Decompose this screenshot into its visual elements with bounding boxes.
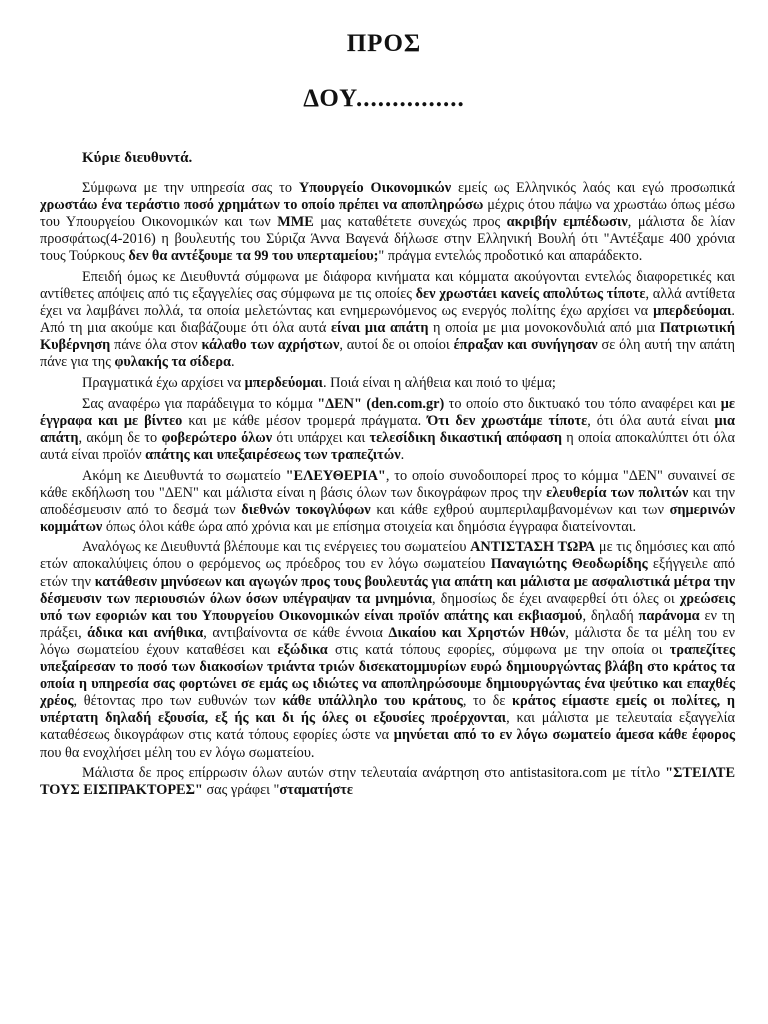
text-run: που θα ενοχλήσει μέλη του εν λόγω σωματείου. <box>40 744 315 761</box>
bold-text-run: (den.com.gr) <box>366 395 445 412</box>
text-run: εν τη πράξει, <box>40 607 735 641</box>
bold-text-run: "ΔΕΝ" <box>317 395 362 412</box>
bold-text-run: διεθνών τοκογλύφων <box>241 501 371 518</box>
text-run: εμείς ως Ελληνικός λαός και εγώ προσωπικά <box>451 180 735 196</box>
bold-text-run: ΜΜΕ <box>277 214 314 231</box>
bold-text-run: μηνύεται από το εν λόγω σωματείο άμεσα κάθε έφορος <box>393 727 735 744</box>
document-title-recipient: ΔΟΥ............... <box>303 85 465 112</box>
text-run: . <box>400 446 405 463</box>
bold-text-run: ελευθερία των πολιτών <box>546 484 689 501</box>
text-run: Σας αναφέρω για παράδειγμα το κόμμα <box>82 395 318 412</box>
bold-text-run: με έγγραφα και με βίντεο <box>40 395 735 429</box>
text-run: " πράγμα εντελώς προδοτικό και απαράδεκτο. <box>378 248 643 265</box>
bold-text-run: σημερινών κομμάτων <box>40 501 735 535</box>
paragraph-5 <box>40 468 735 536</box>
text-run: , δημοσίως δε έχει αναφερθεί ότι όλες οι <box>432 590 680 607</box>
text-run: , και μάλιστα με τελευταία εξαγγελία καταθέσεως δικογράφων στις κατά τόπους εφορίες ώστε να <box>40 710 735 744</box>
bold-text-run: κατάθεσιν μηνύσεων και αγωγών προς τους βουλευτάς για απάτη και μάλιστα με ασφαλιστικά μέτρα την δέσμευσιν των περιουσιών όλων όσων υπέγραψαν τα μνημόνια <box>40 573 735 607</box>
document-body <box>40 180 735 803</box>
paragraph-7 <box>40 765 735 799</box>
text-run: με τις δημόσιες και από ετών αποκαλύψεις όπου ο φερόμενος ως πρόεδρος του εν λόγω σωματείου <box>40 539 735 573</box>
text-run: και κάθε εχθρού αυμπεριλαμβανομένων και των <box>370 501 670 518</box>
text-run: . Από τη μια ακούμε και διαβάζουμε ότι όλα αυτά <box>40 303 735 337</box>
text-run: , ακόμη δε το <box>78 429 162 446</box>
text-run: και την αποδέσμευσιν από το δεσμά των <box>40 484 735 518</box>
bold-text-run: χρωστάω ένα τεράστιο ποσό χρημάτων το οποίο πρέπει να αποπληρώσω <box>40 197 484 214</box>
bold-text-run: παράνομα <box>638 607 700 624</box>
text-run: και με κάθε μέσον τρομερά πράγματα. <box>182 412 428 429</box>
bold-text-run: ΑΝΤΙΣΤΑΣΗ ΤΩΡΑ <box>470 539 596 556</box>
text-run: η οποία με μια μονοκονδυλιά από μια <box>428 320 660 337</box>
text-run: Πραγματικά έχω αρχίσει να <box>82 375 245 392</box>
text-run: . Ποιά είναι η αλήθεια και ποιό το ψέμα; <box>322 375 556 392</box>
bold-text-run: είναι μια απάτη <box>330 320 429 337</box>
text-run: , μάλιστα δε τα μέλη του εν λόγω σωματείου έχουν καταθέσει και <box>40 624 736 658</box>
text-run: σας γράφει " <box>202 782 280 799</box>
bold-text-run: μπερδεύομαι <box>244 375 323 392</box>
text-run: , αυτοί δε οι οποίοι <box>339 337 454 354</box>
text-run: μας καταθέτετε συνεχώς προς <box>313 214 507 231</box>
bold-text-run: κάθε υπάλληλο του κράτους <box>282 693 463 710</box>
text-run: μέχρις ότου πάψω να χρωστάω όπως μέσω του Υπουργείου Οικονομικών και των <box>40 197 735 231</box>
bold-text-run: κράτος είμαστε εμείς οι πολίτες, η υπέρτατη δηλαδή εξουσία, εξ ής και δι ής όλες οι εξουσίες προέρχονται <box>40 693 735 727</box>
text-run: , ότι όλα αυτά είναι <box>587 412 715 429</box>
bold-text-run: μια απάτη <box>40 412 735 446</box>
text-run: όπως όλοι κάθε ώρα από χρόνια και με επίσημα στοιχεία και δημόσια έγγραφα διατείνονται. <box>102 518 637 535</box>
text-run: εξήγγειλε από ετών την <box>40 556 735 590</box>
bold-text-run: Υπουργείο Οικονομικών <box>298 180 452 196</box>
bold-text-run: τελεσίδικη δικαστική απόφαση <box>369 429 562 446</box>
paragraph-3 <box>40 375 735 392</box>
bold-text-run: τραπεζίτες υπεξαίρεσαν το ποσό των διακοσίων τριάντα τριών δισεκατομμυρίων ευρώ δημιουργώντας βλάβη στο κράτος τα οποία η υπηρεσία σας φορτώνει σε εμάς ως ιδιώτες να αποπληρώσουμε δημιουργώντας ένα ψεύτικο και επαχθές χρέος <box>40 641 735 710</box>
text-run: , θέτοντας προ των ευθυνών των <box>73 693 283 710</box>
bold-text-run: φοβερώτερο όλων <box>161 429 273 446</box>
text-run: , το οποίο συνοδοιπορεί προς το κόμμα "ΔΕΝ" συναινεί σε κάθε εκδήλωση του "ΔΕΝ" και μάλιστα είναι η βάσις όλων των δικογράφων προς την <box>40 467 735 501</box>
paragraph-2 <box>40 269 735 372</box>
text-run: πάνε όλα στον <box>110 337 202 354</box>
paragraph-6 <box>40 539 735 761</box>
bold-text-run: μπερδεύομαι <box>653 303 732 320</box>
bold-text-run: "ΣΤΕΙΛΤΕ ΤΟΥΣ ΕΙΣΠΡΑΚΤΟΡΕΣ" <box>40 765 735 799</box>
text-run: η οποία αποκαλύπτει ότι όλα αυτά είναι προϊόν <box>40 429 735 463</box>
text-run: , αντιβαίνοντα σε κάθε έννοια <box>203 624 389 641</box>
bold-text-run: απάτης και υπεξαιρέσεως των τραπεζιτών <box>145 446 401 463</box>
text-run: Σύμφωνα με την υπηρεσία σας το <box>82 180 299 196</box>
text-run: Επειδή όμως κε Διευθυντά σύμφωνα με διάφορα κινήματα και κόμματα ακούγονται εντελώς διαφορετικές και αντίθετες απόψεις από τις εξαγγελίες σας σύμφωνα με τις οποίες <box>40 268 735 303</box>
bold-text-run: ακριβήν εμπέδωσιν <box>506 214 628 231</box>
text-run: Αναλόγως κε Διευθυντά βλέπουμε και τις ενέργειες του σωματείου <box>82 539 471 556</box>
bold-text-run: Δικαίου και Χρηστών Ηθών <box>388 624 566 641</box>
bold-text-run: χρεώσεις υπό των εφοριών και του Υπουργείου Οικονομικών είναι προϊόν απάτης και εκβιασμού <box>40 590 735 624</box>
paragraph-1 <box>40 180 735 265</box>
bold-text-run: φυλακής τα σίδερα <box>114 354 231 371</box>
bold-text-run: Πατριωτική Κυβέρνηση <box>40 320 735 354</box>
text-run: . <box>230 354 235 371</box>
text-run: , αλλά αντίθετα έχει να λαμβάνει πολλά, τα οποία μελετώντας και ενημερωνόμενος ως ενεργός πολίτης έχω αρχίσει να <box>40 286 736 320</box>
bold-text-run: δεν θα αντέξουμε τα 99 του υπερταμείου; <box>128 248 379 265</box>
text-run: Μάλιστα δε προς επίρρωσιν όλων αυτών στην τελευταία ανάρτηση στο antistasitora.com με τίτλο <box>82 765 666 782</box>
text-run: , το δε <box>462 693 513 710</box>
text-run: στις κατά τόπους εφορίες, σύμφωνα με την οποία οι <box>327 641 670 658</box>
bold-text-run: κάλαθο των αχρήστων <box>201 337 340 354</box>
bold-text-run: έπραξαν και συνήγησαν <box>453 337 598 354</box>
bold-text-run: εξώδικα <box>277 641 328 658</box>
bold-text-run: σταματήστε <box>279 782 353 799</box>
paragraph-4 <box>40 396 735 464</box>
bold-text-run: δεν χρωστάει κανείς απολύτως τίποτε <box>415 286 646 303</box>
text-run: σε όλη αυτή την απάτη πάνε για της <box>40 337 735 371</box>
document-title-to: ΠΡΟΣ <box>346 30 422 57</box>
text-run: ότι υπάρχει και <box>272 429 370 446</box>
bold-text-run: Παναγιώτης Θεοδωρίδης <box>490 556 648 573</box>
text-run: , μάλιστα δε λίαν προσφάτως(4-2016) η βουλευτής του Σύριζα Άννα Βαγενά δήλωσε στην Ελληνική Βουλή ότι "Αντέξαμε 400 χρόνια τους Τούρκους <box>40 214 735 265</box>
salutation: Κύριε διευθυντά. <box>82 150 193 166</box>
bold-text-run: "ΕΛΕΥΘΕΡΙΑ" <box>285 467 386 484</box>
text-run: Ακόμη κε Διευθυντά το σωματείο <box>82 467 286 484</box>
bold-text-run: άδικα και ανήθικα <box>87 624 204 641</box>
text-run: , δηλαδή <box>582 607 639 624</box>
bold-text-run: Ότι δεν χρωστάμε τίποτε <box>427 412 588 429</box>
text-run: το οποίο στο δικτυακό του τόπο αναφέρει και <box>444 395 721 412</box>
